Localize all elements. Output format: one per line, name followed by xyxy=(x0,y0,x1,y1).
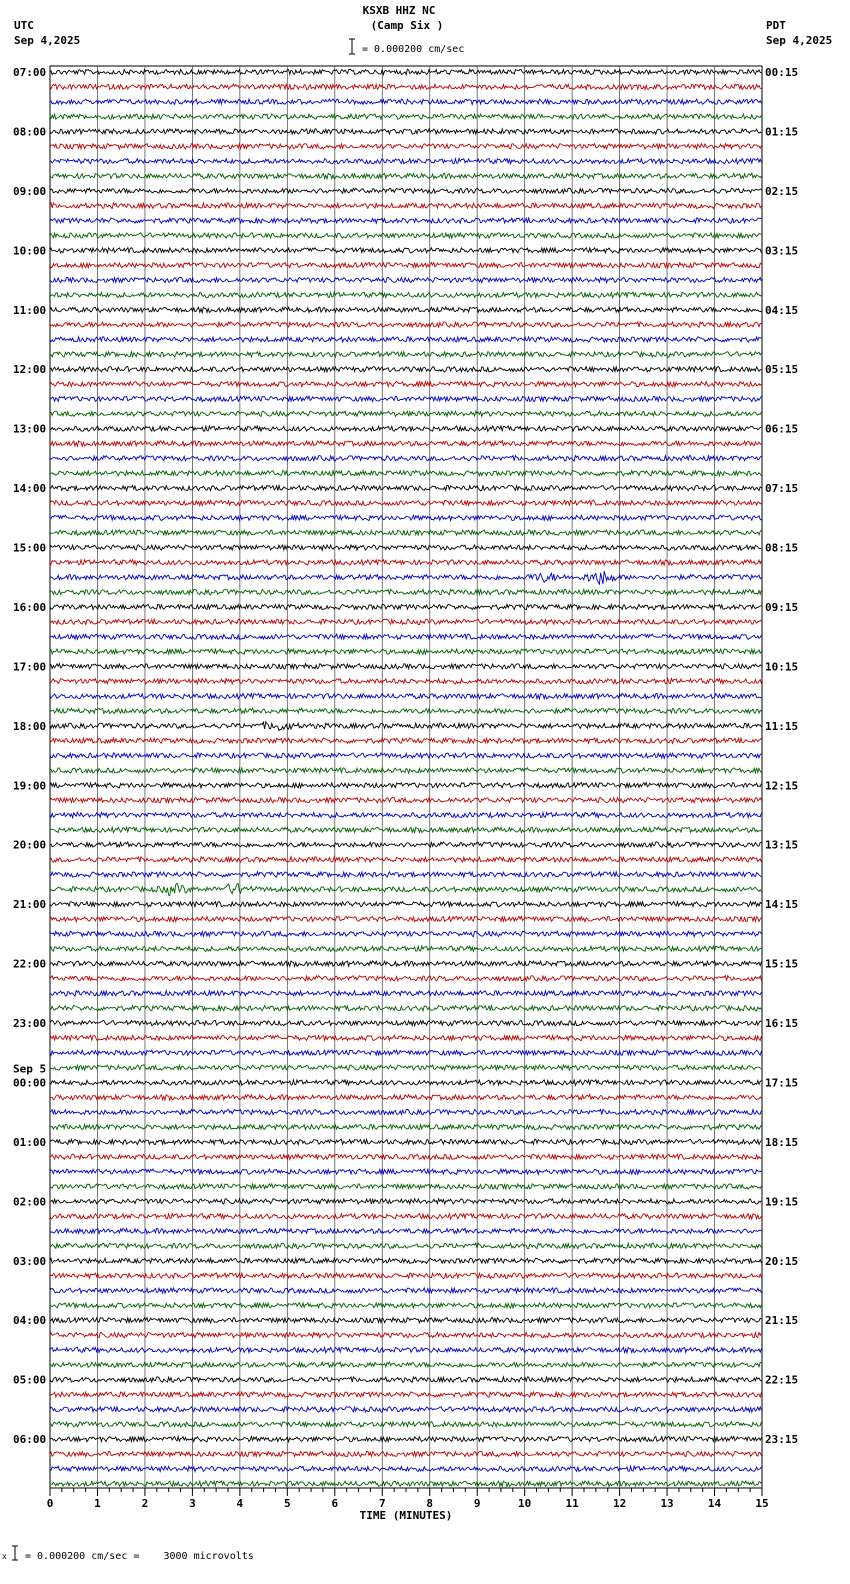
utc-hour-label: 07:00 xyxy=(13,66,47,79)
date-change-label: Sep 5 xyxy=(13,1062,47,1076)
pdt-hour-label: 10:15 xyxy=(765,660,799,674)
trace-65 xyxy=(50,1035,761,1041)
trace-3 xyxy=(50,114,761,120)
x-tick-label: 13 xyxy=(660,1497,674,1510)
trace-94 xyxy=(50,1466,761,1471)
x-tick-label: 3 xyxy=(189,1497,196,1510)
trace-17 xyxy=(50,322,761,328)
x-tick-label: 14 xyxy=(707,1497,722,1510)
left-date: Sep 4,2025 xyxy=(14,34,81,47)
x-tick-label: 5 xyxy=(284,1497,291,1510)
footer-scale-bar-icon xyxy=(2,1546,18,1561)
trace-55 xyxy=(50,883,761,895)
utc-hour-label: 08:00 xyxy=(13,125,47,139)
trace-9 xyxy=(50,203,761,209)
trace-56 xyxy=(50,902,761,907)
x-tick-label: 15 xyxy=(755,1497,769,1510)
pdt-hour-label: 19:15 xyxy=(765,1195,799,1209)
x-tick-label: 1 xyxy=(94,1497,101,1510)
pdt-hour-label: 00:15 xyxy=(765,66,799,79)
site-subtitle: (Camp Six ) xyxy=(370,19,444,32)
station-title: KSXB HHZ NC xyxy=(362,4,436,17)
utc-hour-label: 03:00 xyxy=(13,1254,47,1268)
trace-21 xyxy=(50,381,761,386)
trace-66 xyxy=(50,1050,761,1055)
x-tick-label: 9 xyxy=(473,1497,481,1510)
trace-35 xyxy=(50,589,761,595)
trace-75 xyxy=(50,1184,761,1189)
trace-64 xyxy=(50,1020,761,1025)
trace-11 xyxy=(50,233,761,238)
utc-hour-label: 14:00 xyxy=(13,482,47,496)
pdt-hour-label: 21:15 xyxy=(765,1314,799,1328)
x-tick-label: 10 xyxy=(518,1497,532,1510)
utc-hour-label: 00:00 xyxy=(13,1076,47,1090)
pdt-hour-label: 17:15 xyxy=(765,1076,799,1090)
trace-69 xyxy=(50,1095,761,1101)
x-tick-label: 8 xyxy=(426,1497,434,1510)
trace-33 xyxy=(50,560,761,566)
svg-text:x: x xyxy=(2,1552,7,1561)
trace-19 xyxy=(50,352,761,357)
trace-61 xyxy=(50,976,761,981)
utc-hour-label: 18:00 xyxy=(13,719,47,733)
utc-hour-label: 12:00 xyxy=(13,363,47,377)
trace-93 xyxy=(50,1451,761,1456)
trace-63 xyxy=(50,1006,761,1011)
trace-23 xyxy=(50,411,761,416)
trace-52 xyxy=(50,842,761,847)
trace-91 xyxy=(50,1422,761,1427)
pdt-hour-label: 15:15 xyxy=(765,957,799,971)
trace-67 xyxy=(50,1065,761,1070)
trace-50 xyxy=(50,812,761,817)
trace-40 xyxy=(50,664,761,669)
pdt-hour-label: 22:15 xyxy=(765,1373,799,1387)
trace-89 xyxy=(50,1392,761,1397)
pdt-hour-label: 01:15 xyxy=(765,125,799,139)
trace-37 xyxy=(50,619,761,624)
pdt-hour-label: 20:15 xyxy=(765,1254,799,1268)
trace-15 xyxy=(50,292,761,298)
utc-hour-label: 05:00 xyxy=(13,1373,47,1387)
trace-5 xyxy=(50,144,761,149)
pdt-hour-label: 05:15 xyxy=(765,363,799,377)
trace-8 xyxy=(50,188,761,193)
trace-47 xyxy=(50,768,761,773)
utc-hour-label: 21:00 xyxy=(13,898,47,912)
trace-83 xyxy=(50,1303,761,1308)
trace-25 xyxy=(50,441,761,447)
top-scale-label: = 0.000200 cm/sec xyxy=(362,44,465,55)
utc-hour-label: 23:00 xyxy=(13,1017,47,1031)
trace-4 xyxy=(50,129,761,134)
trace-13 xyxy=(50,262,761,267)
trace-2 xyxy=(50,99,761,104)
trace-90 xyxy=(50,1407,761,1412)
trace-48 xyxy=(50,783,761,789)
pdt-hour-label: 14:15 xyxy=(765,898,799,912)
trace-76 xyxy=(50,1199,761,1204)
trace-16 xyxy=(50,307,761,313)
utc-hour-label: 13:00 xyxy=(13,422,47,436)
trace-45 xyxy=(50,738,761,743)
trace-44 xyxy=(50,722,761,731)
trace-49 xyxy=(50,797,761,802)
x-tick-label: 4 xyxy=(236,1497,244,1510)
trace-6 xyxy=(50,159,761,164)
pdt-hour-label: 11:15 xyxy=(765,719,799,733)
trace-36 xyxy=(50,604,761,609)
trace-57 xyxy=(50,916,761,921)
utc-hour-label: 16:00 xyxy=(13,600,47,614)
pdt-hour-label: 23:15 xyxy=(765,1433,799,1447)
trace-39 xyxy=(50,649,761,655)
pdt-hour-label: 08:15 xyxy=(765,541,799,555)
trace-51 xyxy=(50,827,761,832)
trace-82 xyxy=(50,1288,761,1293)
pdt-hour-label: 16:15 xyxy=(765,1017,799,1031)
x-tick-label: 12 xyxy=(612,1497,627,1510)
trace-20 xyxy=(50,367,761,372)
utc-hour-label: 20:00 xyxy=(13,838,47,852)
trace-74 xyxy=(50,1169,761,1174)
right-date: Sep 4,2025 xyxy=(766,34,833,47)
trace-71 xyxy=(50,1124,761,1129)
footer-scale-label: = 0.000200 cm/sec = 3000 microvolts xyxy=(25,1551,254,1562)
x-axis xyxy=(47,1488,769,1522)
right-timezone: PDT xyxy=(766,19,786,32)
trace-88 xyxy=(50,1377,761,1383)
trace-78 xyxy=(50,1228,761,1233)
trace-32 xyxy=(50,545,761,550)
trace-80 xyxy=(50,1258,761,1263)
x-tick-label: 0 xyxy=(46,1497,54,1510)
trace-34 xyxy=(50,571,761,584)
trace-42 xyxy=(50,693,761,699)
trace-85 xyxy=(50,1333,761,1338)
trace-81 xyxy=(50,1273,761,1278)
utc-hour-label: 19:00 xyxy=(13,779,47,793)
x-axis-title: TIME (MINUTES) xyxy=(359,1509,453,1522)
pdt-hour-label: 12:15 xyxy=(765,779,799,793)
utc-hour-label: 11:00 xyxy=(13,303,47,317)
trace-22 xyxy=(50,396,761,401)
pdt-hour-label: 06:15 xyxy=(765,422,799,436)
trace-62 xyxy=(50,991,761,997)
trace-43 xyxy=(50,708,761,713)
trace-68 xyxy=(50,1080,761,1086)
trace-46 xyxy=(50,753,761,758)
trace-7 xyxy=(50,173,761,179)
trace-54 xyxy=(50,872,761,877)
trace-29 xyxy=(50,500,761,505)
trace-95 xyxy=(50,1481,761,1487)
utc-hour-label: 04:00 xyxy=(13,1314,47,1328)
trace-59 xyxy=(50,946,761,952)
x-tick-label: 2 xyxy=(141,1497,149,1510)
utc-hour-label: 10:00 xyxy=(13,244,47,258)
utc-hour-label: 02:00 xyxy=(13,1195,47,1209)
pdt-hour-label: 13:15 xyxy=(765,838,799,852)
trace-77 xyxy=(50,1214,761,1220)
trace-84 xyxy=(50,1318,761,1323)
trace-73 xyxy=(50,1154,761,1159)
pdt-hour-label: 07:15 xyxy=(765,482,799,496)
pdt-hour-label: 03:15 xyxy=(765,244,799,258)
trace-79 xyxy=(50,1243,761,1249)
trace-18 xyxy=(50,337,761,342)
trace-87 xyxy=(50,1362,761,1367)
trace-86 xyxy=(50,1347,761,1352)
utc-hour-label: 17:00 xyxy=(13,660,47,674)
utc-hour-label: 01:00 xyxy=(13,1135,47,1149)
trace-70 xyxy=(50,1109,761,1115)
trace-72 xyxy=(50,1139,761,1144)
trace-38 xyxy=(50,634,761,639)
trace-26 xyxy=(50,456,761,462)
trace-12 xyxy=(50,248,761,253)
x-tick-label: 11 xyxy=(565,1497,579,1510)
pdt-hour-label: 04:15 xyxy=(765,303,799,317)
utc-hour-label: 06:00 xyxy=(13,1433,47,1447)
trace-92 xyxy=(50,1436,761,1442)
trace-group xyxy=(50,69,761,1486)
trace-30 xyxy=(50,515,761,521)
trace-31 xyxy=(50,530,761,535)
utc-hour-label: 09:00 xyxy=(13,184,47,198)
trace-58 xyxy=(50,931,761,936)
left-timezone: UTC xyxy=(14,19,34,32)
pdt-hour-label: 02:15 xyxy=(765,184,799,198)
trace-27 xyxy=(50,471,761,476)
trace-1 xyxy=(50,84,761,90)
trace-41 xyxy=(50,679,761,684)
utc-hour-label: 15:00 xyxy=(13,541,47,555)
trace-24 xyxy=(50,426,761,432)
x-tick-label: 6 xyxy=(331,1497,339,1510)
trace-14 xyxy=(50,277,761,282)
trace-53 xyxy=(50,857,761,863)
trace-60 xyxy=(50,961,761,967)
trace-28 xyxy=(50,485,761,490)
x-tick-label: 7 xyxy=(378,1497,386,1510)
trace-0 xyxy=(50,69,761,74)
utc-hour-label: 22:00 xyxy=(13,957,47,971)
trace-10 xyxy=(50,218,761,223)
pdt-hour-label: 18:15 xyxy=(765,1135,799,1149)
pdt-hour-label: 09:15 xyxy=(765,600,799,614)
scale-bar-icon xyxy=(349,39,355,54)
